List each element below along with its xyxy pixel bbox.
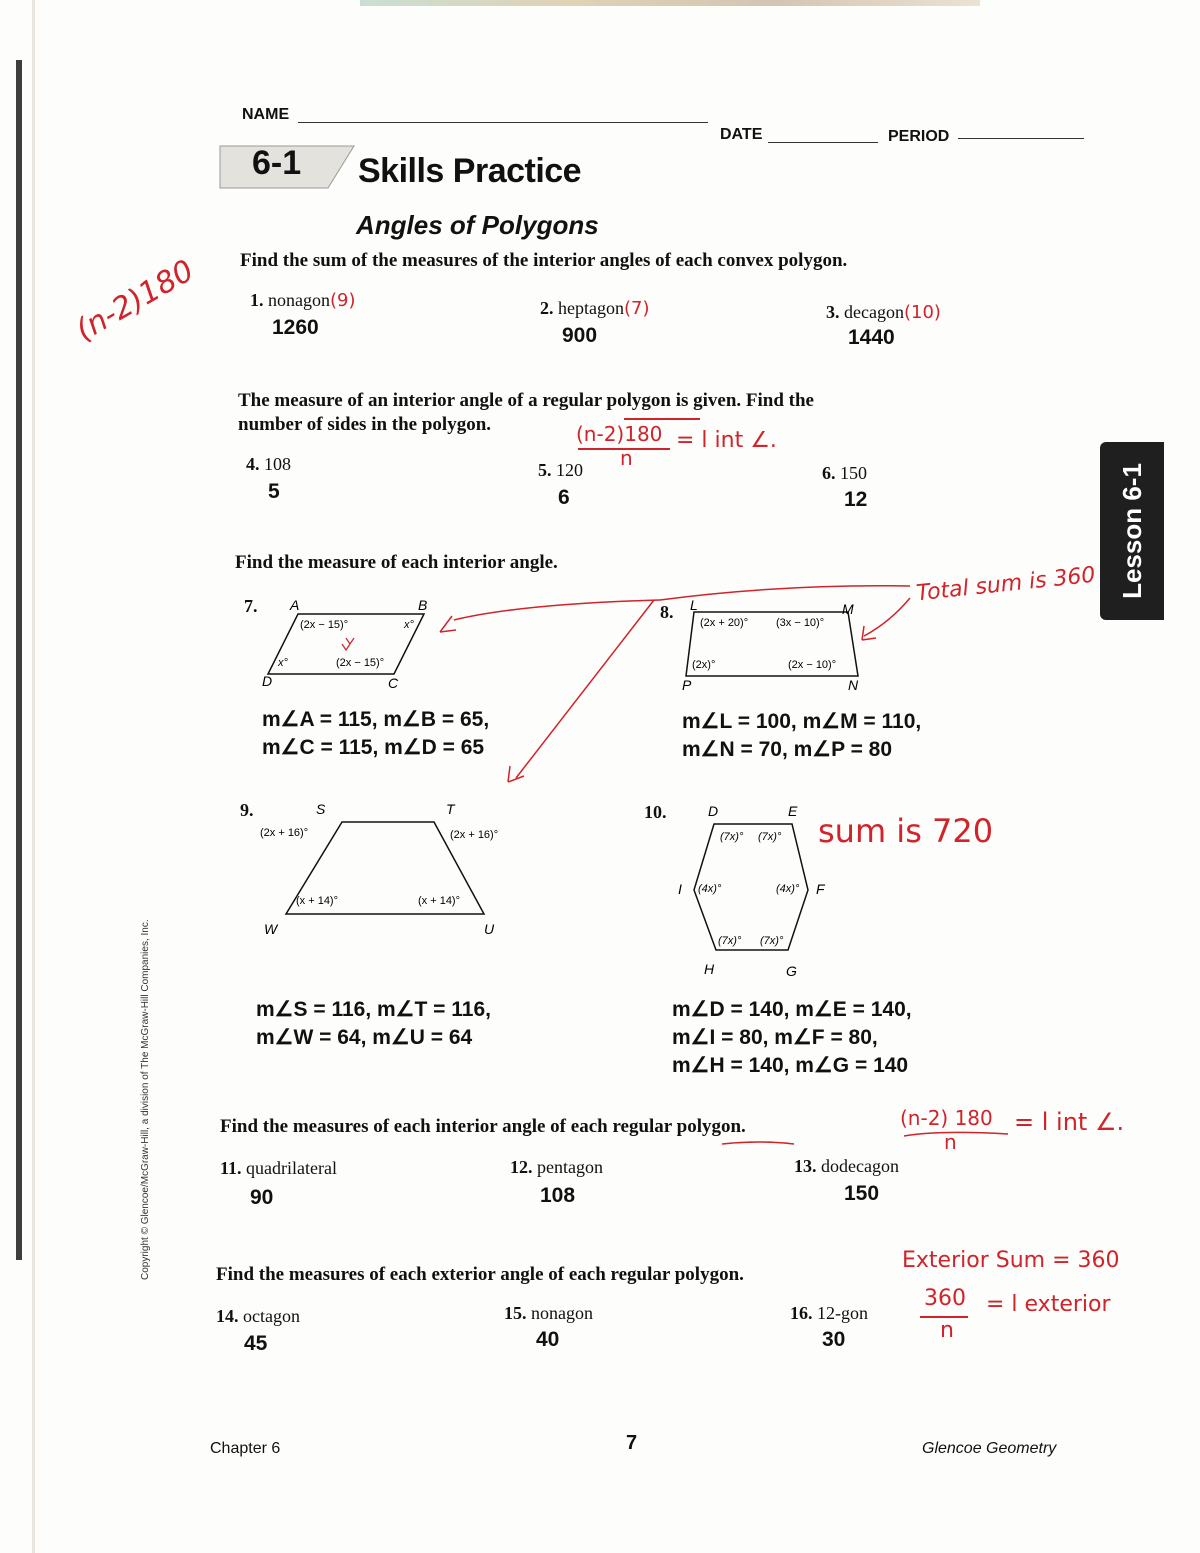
problem-3-note: (10) [903,302,941,323]
vertex-n: N [848,677,859,693]
problem-14-label: octagon [243,1306,300,1326]
problem-2-number: 2. [540,298,554,318]
answer-7-line1: m∠A = 115, m∠B = 65, [262,708,490,731]
parallelogram-abcd [258,596,438,692]
angle-n-label: (2x − 10)° [788,659,837,671]
problem-14 [216,1306,300,1327]
answer-9-line2: m∠W = 64, m∠U = 64 [256,1026,473,1049]
s4-note-denominator: n [944,1130,957,1154]
problem-15-label: nonagon [531,1303,593,1323]
answer-5: 6 [558,486,570,509]
problem-11-label: quadrilateral [246,1158,337,1178]
s2-note-numerator: (n-2)180 [576,422,663,446]
s2-instruction-line2: number of sides in the polygon. [238,414,492,435]
problem-9-number: 9. [240,800,254,820]
vertex-i: I [678,881,682,897]
problem-1-number: 1. [250,290,264,310]
problem-2-note: (7) [623,298,650,319]
problem-4-label: 108 [264,454,291,474]
answer-12: 108 [540,1184,576,1207]
s2-note-rest: = l int ∠. [676,428,777,453]
problem-15-number: 15. [504,1303,527,1323]
s5-note-numerator: 360 [924,1286,966,1311]
footer-book-title: Glencoe Geometry [922,1440,1057,1457]
s1-instruction: Find the sum of the measures of the interior angles of each convex polygon. [240,250,848,271]
total-sum-note: Total sum is 360 [915,562,1097,607]
s4-note-numerator: (n-2) 180 [900,1106,993,1130]
answer-1: 1260 [272,316,319,339]
angle-h-label: (7x)° [718,935,742,947]
s2-note-denominator: n [620,446,633,470]
vertex-g: G [786,963,797,979]
hexagon-defghi [668,800,828,982]
problem-16-number: 16. [790,1303,813,1323]
vertex-m: M [842,601,854,617]
vertex-d: D [262,673,273,689]
problem-5-number: 5. [538,460,552,480]
vertex-w: W [264,921,278,937]
angle-f-label: (4x)° [776,883,800,895]
answer-10-line1: m∠D = 140, m∠E = 140, [672,998,912,1021]
problem-5-label: 120 [556,460,583,480]
trapezoid-lmnp [676,598,876,694]
vertex-p: P [682,677,692,693]
s4-note-rest: = l int ∠. [1014,1108,1125,1136]
page-subtitle: Angles of Polygons [356,210,599,240]
answer-10-line2: m∠I = 80, m∠F = 80, [672,1026,878,1049]
angle-w-label: (x + 14)° [296,895,338,907]
answer-8-line1: m∠L = 100, m∠M = 110, [682,710,922,733]
problem-8-number: 8. [660,602,674,622]
problem-16 [790,1303,868,1324]
angle-a-label: (2x − 15)° [300,619,349,631]
angle-d-label: x° [278,657,288,669]
s5-note-exterior-sum: Exterior Sum = 360 [902,1248,1120,1273]
sum-720-note: sum is 720 [818,812,994,850]
answer-10-line3: m∠H = 140, m∠G = 140 [672,1054,909,1077]
copyright-notice: Copyright © Glencoe/McGraw-Hill, a division of The McGraw-Hill Companies, Inc. [140,919,151,1280]
s5-instruction: Find the measures of each exterior angle of each regular polygon. [216,1264,744,1285]
vertex-s: S [316,801,326,817]
angle-c-label: (2x − 15)° [336,657,385,669]
angle-g-label: (7x)° [760,935,784,947]
answer-16: 30 [822,1328,846,1351]
angle-u-label: (x + 14)° [418,895,460,907]
period-label: PERIOD [888,128,950,145]
answer-15: 40 [536,1328,560,1351]
problem-3-label: decagon [844,302,904,322]
answer-2: 900 [562,324,598,347]
name-label: NAME [242,106,290,123]
problem-14-number: 14. [216,1306,239,1326]
answer-13: 150 [844,1182,880,1205]
problem-13-number: 13. [794,1156,817,1176]
answer-6: 12 [844,488,868,511]
answer-3: 1440 [848,326,895,349]
vertex-e: E [788,803,798,819]
problem-2-label: heptagon [558,298,624,318]
problem-15 [504,1303,593,1324]
angle-s-label: (2x + 16)° [260,827,309,839]
answer-4: 5 [268,480,280,503]
margin-formula-note: (n-2)180 [70,253,200,349]
answer-14: 45 [244,1332,268,1355]
problem-12-label: pentagon [537,1157,603,1177]
problem-16-label: 12-gon [817,1303,868,1323]
date-label: DATE [720,126,763,143]
angle-l-label: (2x + 20)° [700,617,749,629]
page-title: Skills Practice [358,152,582,190]
trapezoid-stuw [256,800,512,940]
vertex-h: H [704,961,715,977]
lesson-tab-label: Lesson 6-1 [1116,463,1147,599]
s5-note-denominator: n [940,1318,954,1343]
problem-6-number: 6. [822,463,836,483]
problem-3-number: 3. [826,302,840,322]
s4-instruction: Find the measures of each interior angle of each regular polygon. [220,1116,746,1137]
problem-11-number: 11. [220,1158,242,1178]
answer-8-line2: m∠N = 70, m∠P = 80 [682,738,893,761]
problem-1-note: (9) [330,290,356,311]
angle-b-label: x° [404,619,414,631]
angle-m-label: (3x − 10)° [776,617,825,629]
problem-10-number: 10. [644,802,667,822]
problem-1-label: nonagon [268,290,330,310]
problem-12-number: 12. [510,1157,533,1177]
answer-7-line2: m∠C = 115, m∠D = 65 [262,736,485,759]
angle-p-label: (2x)° [692,659,716,671]
vertex-l: L [690,598,698,613]
answer-11: 90 [250,1186,274,1209]
vertex-a: A [290,597,300,613]
vertex-u: U [484,921,495,937]
problem-13 [794,1156,899,1177]
problem-7-number: 7. [244,596,258,616]
page-number: 7 [626,1432,638,1454]
angle-t-label: (2x + 16)° [450,829,499,841]
answer-9-line1: m∠S = 116, m∠T = 116, [256,998,491,1021]
s5-note-rest: = l exterior [986,1292,1111,1317]
angle-e-label: (7x)° [758,831,782,843]
vertex-d: D [708,803,719,819]
problem-12 [510,1157,603,1178]
problem-11 [220,1158,337,1179]
vertex-c: C [388,675,399,691]
lesson-number: 6-1 [252,144,302,182]
angle-d-label: (7x)° [720,831,744,843]
problem-6-label: 150 [840,463,867,483]
problem-13-label: dodecagon [821,1156,899,1176]
problem-4-number: 4. [246,454,260,474]
vertex-t: T [446,801,455,817]
footer-chapter: Chapter 6 [210,1440,281,1457]
s3-instruction: Find the measure of each interior angle. [235,552,558,573]
angle-i-label: (4x)° [698,883,722,895]
vertex-f: F [816,881,825,897]
vertex-b: B [418,597,428,613]
s2-instruction-line1: The measure of an interior angle of a regular polygon is given. Find the [238,390,814,411]
